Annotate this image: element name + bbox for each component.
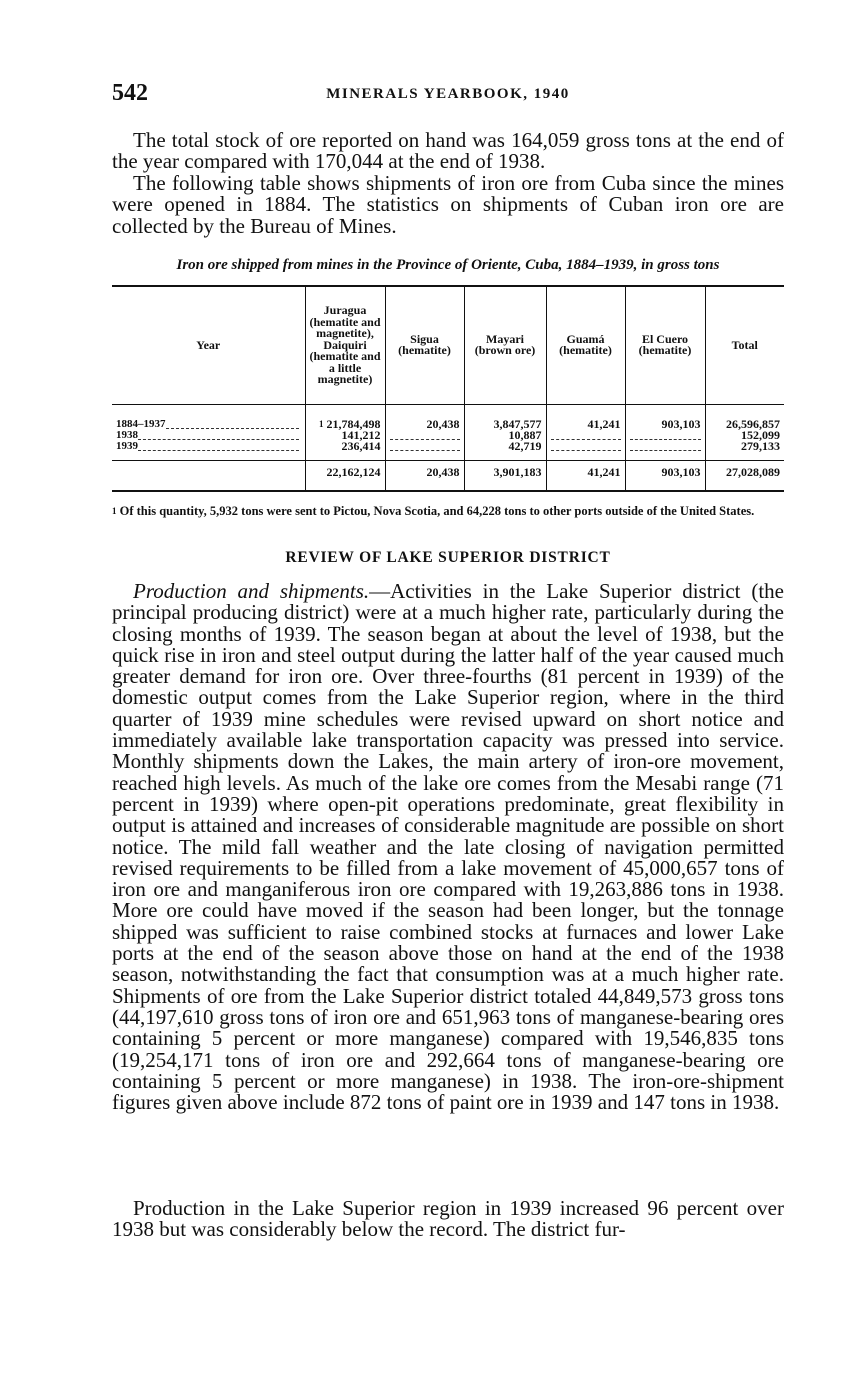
row-year: 1938 [116,428,138,441]
col-header-year: Year [112,286,305,404]
total-juragua: 22,162,124 [305,460,385,491]
col-header-guama: Guamá (hematite) [546,286,625,404]
running-title: MINERALS YEARBOOK, 1940 [326,86,570,102]
page-header [112,80,784,110]
total-elcuero: 903,103 [625,460,705,491]
cell-juragua: 236,414 [341,438,381,453]
cell-mayari: 42,719 [508,438,542,453]
cell-guama: 41,241 [587,416,621,431]
total-sigua: 20,438 [385,460,464,491]
paragraph-table-intro: The following table shows shipments of iron ore from Cuba since the mines were opened in 1884. The statistics on shipments of Cuban iron ore are collected by the Bureau of Mines. [112,171,784,238]
cell-elcuero: 903,103 [661,416,701,431]
cell-mayari: 10,887 [508,427,542,442]
paragraph-stock: The total stock of ore reported on hand was 164,059 gross tons at the end of the year compared with 170,044 at the end of 1938. [112,128,784,174]
row-year: 1884–1937 [116,417,166,430]
table-body-rows [112,404,784,460]
cell-juragua: 141,212 [341,427,381,442]
total-grand: 27,028,089 [705,460,784,491]
paragraph-production: Production in the Lake Superior region in 1939 increased 96 percent over 1938 but was considerably below the record. The district fur- [112,1196,784,1242]
cell-sigua: 20,438 [426,416,460,431]
cuba-iron-ore-table [112,285,784,492]
total-guama: 41,241 [546,460,625,491]
footnote-marker: 1 [319,418,324,429]
col-header-juragua: Juragua (hematite and magnetite), Daiquiri (hematite and a little magnetite) [305,286,385,404]
page-number: 542 [112,80,148,106]
col-header-mayari: Mayari (brown ore) [464,286,546,404]
run-in-heading: Production and shipments. [133,579,370,603]
section-heading: REVIEW OF LAKE SUPERIOR DISTRICT [285,549,611,566]
cell-total: 26,596,857 [726,416,780,431]
footnote-text: Of this quantity, 5,932 tons were sent to Pictou, Nova Scotia, and 64,228 tons to other ports outside of the United States. [119,504,755,518]
table-totals-row [112,460,784,491]
total-mayari: 3,901,183 [464,460,546,491]
paragraph-production-shipments [112,581,784,1113]
footnote-mark: 1 [112,506,117,516]
cell-juragua: 21,784,498 [326,416,381,431]
cell-mayari: 3,847,577 [493,416,542,431]
col-header-elcuero: El Cuero (hematite) [625,286,705,404]
row-year: 1939 [116,439,138,452]
paragraph-body: —Activities in the Lake Superior district (the principal producing district) were at a much higher rate, particularly during the closing months of 1939. The season began at about the level of 1938, but the quick rise in iron and steel output during the latter half of the year caused much greater demand for iron ore. Over three-fourths (81 percent in 1939) of the domestic output comes from the Lake Superior region, where in the third quarter of 1939 mine schedules were revised upward on short notice and immediately available lake transportation capacity was pressed into service. Monthly shipments down the Lakes, the main artery of iron-ore movement, reached high levels. As much of the lake ore comes from the Mesabi range (71 percent in 1939) where open-pit operations predominate, great flexibility in output is attained and increases of considerable magnitude are possible on short notice. The mild fall weather and the late closing of navigation permitted revised requirements to be filled from a lake movement of 45,000,657 tons of iron ore and manganiferous iron ore compared with 19,263,886 tons in 1938. More ore could have moved if the season had been longer, but the tonnage shipped was sufficient to raise combined stocks at furnaces and lower Lake ports at the end of the season above those on hand at the end of the 1938 season, notwithstanding the fact that consumption was at a much higher rate. Shipments of ore from the Lake Superior district totaled 44,849,573 gross tons (44,197,610 gross tons of iron ore and 651,963 tons of manganese-bearing ores containing 5 percent or more manganese) compared with 19,546,835 tons (19,254,171 tons of iron ore and 292,664 tons of manganese-bearing ore containing 5 percent or more manganese) in 1938. The iron-ore-shipment figures given above include 872 tons of paint ore in 1939 and 147 tons in 1938. [112,579,784,1115]
col-header-total: Total [705,286,784,404]
table-footnote [112,505,784,518]
cell-total: 279,133 [741,438,780,453]
table-caption: Iron ore shipped from mines in the Province of Oriente, Cuba, 1884–1939, in gross tons [176,257,720,273]
col-header-sigua: Sigua (hematite) [385,286,464,404]
cell-total: 152,099 [741,427,780,442]
